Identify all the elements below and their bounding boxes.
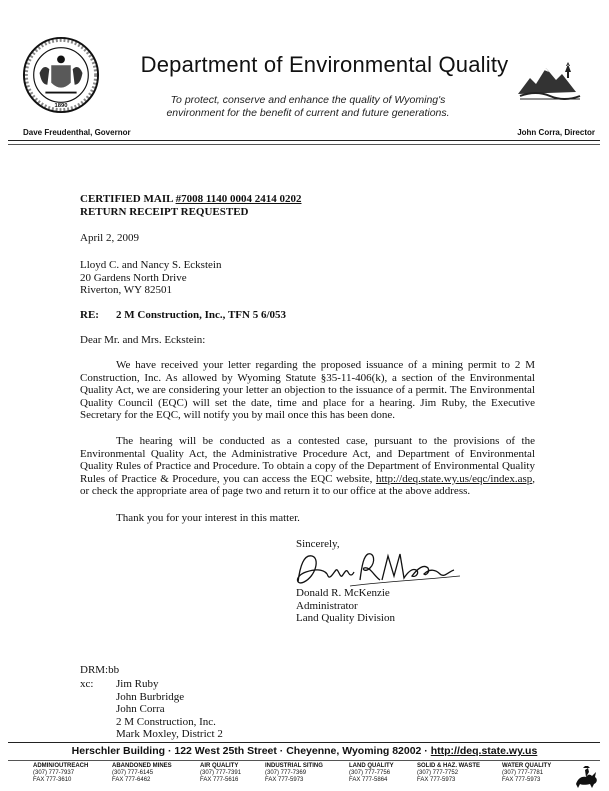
paragraph-2-text-b: , or check the appropriate area of page two and return it to our office at the above address. bbox=[80, 472, 535, 498]
recipient-line-1: Lloyd C. and Nancy S. Eckstein bbox=[80, 259, 222, 271]
cc-item: Mark Moxley, District 2 bbox=[116, 728, 223, 741]
header-rule-thin bbox=[8, 144, 600, 145]
salutation: Dear Mr. and Mrs. Eckstein: bbox=[80, 334, 206, 346]
sincerely: Sincerely, bbox=[296, 538, 340, 550]
recipient-line-3: Riverton, WY 82501 bbox=[80, 284, 172, 297]
footer-rule-thin bbox=[8, 760, 600, 761]
header-rule bbox=[8, 140, 600, 141]
dept-phone: (307) 777-7752 bbox=[417, 770, 459, 777]
tagline-line-2: environment for the benefit of current and future generations. bbox=[166, 107, 450, 119]
typist-initials: DRM:bb bbox=[80, 664, 120, 676]
dept-name: WATER QUALITY bbox=[502, 763, 552, 769]
director-name: John Corra, Director bbox=[517, 128, 595, 137]
footer-address bbox=[0, 745, 609, 757]
footer-address-text: Herschler Building · 122 West 25th Street · Cheyenne, Wyoming 82002 · bbox=[71, 745, 431, 757]
cc-item: Jim Ruby bbox=[116, 678, 159, 690]
footer-dept-abandoned-mines bbox=[112, 763, 172, 785]
footer-dept-air-quality bbox=[200, 763, 241, 785]
department-tagline bbox=[118, 94, 498, 120]
footer-dept-solid-haz-waste bbox=[417, 763, 480, 785]
signer-block bbox=[296, 587, 395, 625]
cc-list bbox=[116, 678, 223, 741]
dept-fax: FAX 777-5864 bbox=[349, 777, 388, 784]
recipient-line-2: 20 Gardens North Drive bbox=[80, 271, 187, 284]
dept-phone: (307) 777-7937 bbox=[33, 770, 75, 777]
body-paragraph-1: We have received your letter regarding the proposed issuance of a mining permit to 2 M Construction, Inc. As allowed by Wyoming Statute §35-11-406(k), a section of the Environmental Quality Act, we are considering your letter an objection to the issuance of a permit. The Environmental Quality Council (EQC) will set the date, time and place for a hearing. Jim Ruby, the Executive Secretary for the EQC, will notify you by mail once this has been done. bbox=[80, 359, 535, 422]
dept-fax: FAX 777-5973 bbox=[502, 777, 541, 784]
dept-phone: (307) 777-7756 bbox=[349, 770, 391, 777]
dept-name: LAND QUALITY bbox=[349, 763, 394, 769]
dept-phone: (307) 777-7781 bbox=[502, 770, 544, 777]
cc-label: xc: bbox=[80, 678, 94, 690]
svg-text:1890: 1890 bbox=[54, 103, 68, 110]
subject-text: 2 M Construction, Inc., TFN 5 6/053 bbox=[116, 309, 286, 321]
cc-item: John Burbridge bbox=[116, 690, 185, 703]
tagline-line-1: To protect, conserve and enhance the quality of Wyoming's bbox=[170, 94, 446, 106]
body-paragraph-2 bbox=[80, 435, 535, 498]
dept-phone: (307) 777-7391 bbox=[200, 770, 242, 777]
dept-name: INDUSTRIAL SITING bbox=[265, 763, 323, 769]
signature-image bbox=[290, 546, 470, 590]
footer-dept-admin bbox=[33, 763, 88, 785]
footer-dept-water-quality bbox=[502, 763, 551, 785]
landscape-logo-icon bbox=[516, 60, 582, 100]
signer-division: Land Quality Division bbox=[296, 612, 395, 625]
signer-name: Donald R. McKenzie bbox=[296, 587, 390, 599]
dept-name: ABANDONED MINES bbox=[112, 763, 172, 769]
dept-name: AIR QUALITY bbox=[200, 763, 239, 769]
dept-phone: (307) 777-6145 bbox=[112, 770, 154, 777]
footer-dept-industrial-siting bbox=[265, 763, 323, 785]
footer-dept-land-quality bbox=[349, 763, 394, 785]
signer-title: Administrator bbox=[296, 599, 358, 612]
dept-name: ADMIN/OUTREACH bbox=[33, 763, 89, 769]
closing-sentence: Thank you for your interest in this matter. bbox=[116, 512, 300, 524]
dept-fax: FAX 777-5616 bbox=[200, 777, 239, 784]
eqc-website-link[interactable]: http://deq.state.wy.us/eqc/index.asp bbox=[375, 472, 533, 485]
dept-name: SOLID & HAZ. WASTE bbox=[417, 763, 480, 769]
cc-item: 2 M Construction, Inc. bbox=[116, 715, 216, 728]
dept-fax: FAX 777-3610 bbox=[33, 777, 72, 784]
certified-mail-line bbox=[80, 193, 301, 206]
letter-date: April 2, 2009 bbox=[80, 232, 139, 244]
bucking-horse-icon bbox=[572, 762, 600, 790]
certified-mail-label: CERTIFIED MAIL bbox=[80, 193, 176, 205]
dept-fax: FAX 777-6462 bbox=[112, 777, 151, 784]
subject-line bbox=[80, 309, 286, 322]
dept-fax: FAX 777-5973 bbox=[265, 777, 304, 784]
department-title: Department of Environmental Quality bbox=[140, 52, 509, 77]
subject-label: RE: bbox=[80, 309, 99, 321]
recipient-address bbox=[80, 259, 221, 297]
paragraph-2-text-a: The hearing will be conducted as a contested case, pursuant to the provisions of the Environmental Quality Act, the Administrative Procedure Act, and Department of Environmental Quality Rules of Practice and Procedure. To obtain a copy of the Department of Environmental Quality Rules of Practice & Procedure, you can access the EQC website, bbox=[80, 435, 535, 485]
footer-rule bbox=[8, 742, 600, 743]
dept-fax: FAX 777-5973 bbox=[417, 777, 456, 784]
dept-phone: (307) 777-7369 bbox=[265, 770, 307, 777]
cc-item: John Corra bbox=[116, 703, 165, 716]
return-receipt-line: RETURN RECEIPT REQUESTED bbox=[80, 206, 249, 218]
footer-url-link[interactable]: http://deq.state.wy.us bbox=[430, 745, 538, 757]
governor-name: Dave Freudenthal, Governor bbox=[23, 128, 131, 137]
certified-mail-number: #7008 1140 0004 2414 0202 bbox=[175, 193, 302, 205]
